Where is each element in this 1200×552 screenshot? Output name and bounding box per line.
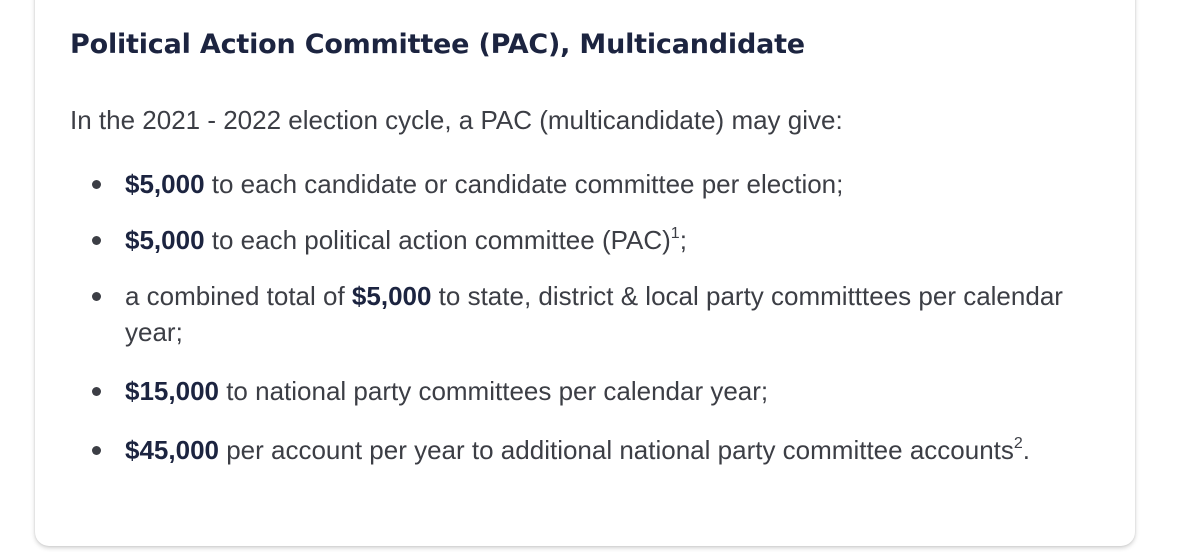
amount: $5,000 [351, 281, 432, 311]
card-title: Political Action Committee (PAC), Multicandidate [70, 29, 805, 60]
list-item [70, 278, 1110, 350]
footnote-marker[interactable]: 2 [1013, 435, 1023, 452]
item-text-before: a combined total of [125, 281, 352, 311]
item-text-after: to national party committees per calendar year; [218, 376, 769, 406]
contribution-limits-list [70, 146, 1110, 468]
item-text-end: . [1022, 435, 1031, 465]
contribution-limits-card [35, 0, 1135, 546]
amount: $5,000 [125, 225, 205, 255]
footnote-marker[interactable]: 1 [670, 225, 680, 242]
item-text-end: ; [679, 225, 687, 255]
list-item [70, 373, 1110, 409]
list-item [70, 166, 1110, 202]
item-text-after: to each candidate or candidate committee per election; [204, 169, 844, 199]
amount: $5,000 [125, 169, 205, 199]
list-item [70, 222, 1110, 258]
list-item [70, 432, 1110, 468]
amount: $45,000 [125, 435, 219, 465]
item-text-after: to each political action committee (PAC) [204, 225, 671, 255]
intro-text: In the 2021 - 2022 election cycle, a PAC (multicandidate) may give: [70, 105, 843, 135]
item-text-after: per account per year to additional national party committee accounts [218, 435, 1014, 465]
amount: $15,000 [125, 376, 219, 406]
item-text-after: to state, district & local party committtees per calendar year; [125, 281, 1063, 347]
